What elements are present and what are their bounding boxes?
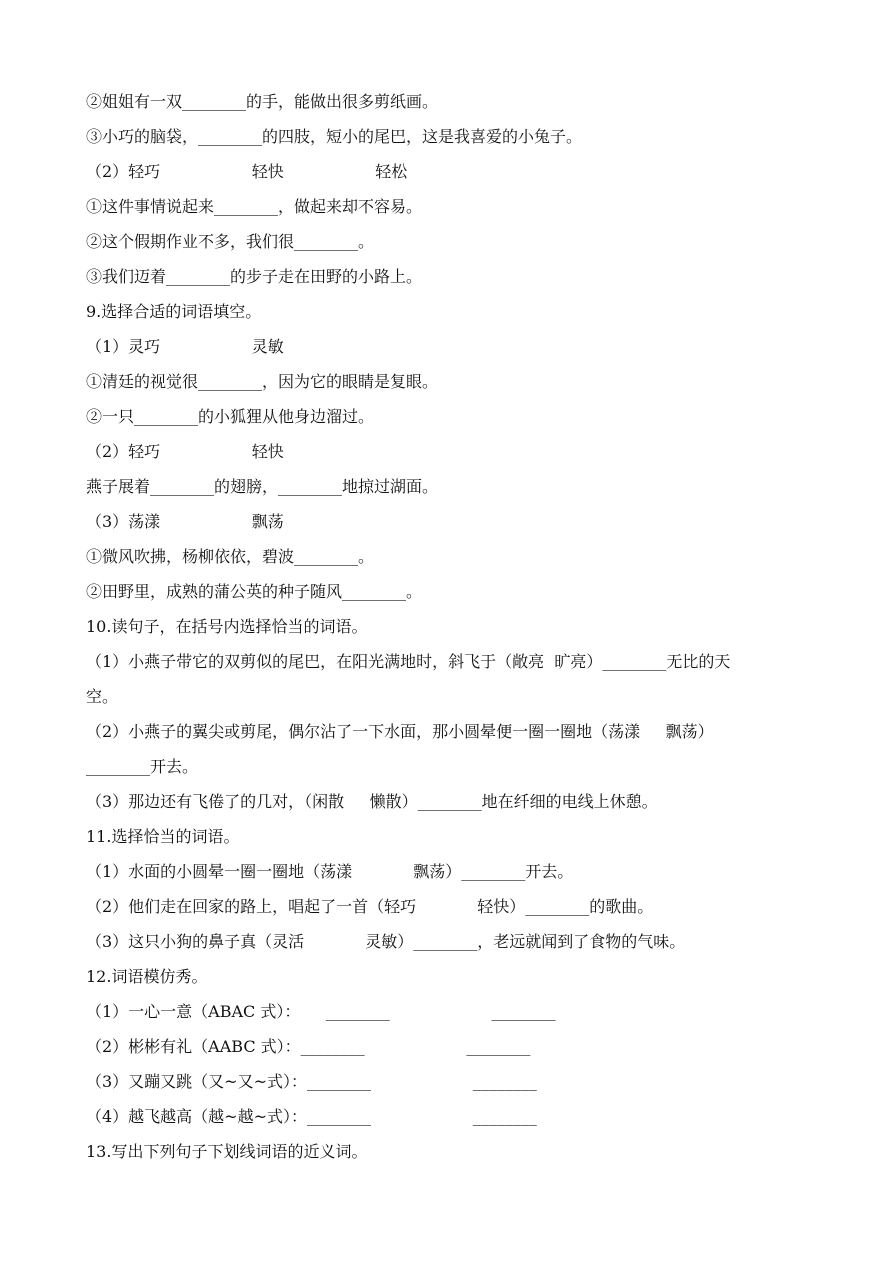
exercise-line: （3）荡漾 飘荡 xyxy=(86,512,284,531)
exercise-line: ________开去。 xyxy=(86,757,199,776)
exercise-line: （2）轻巧 轻快 xyxy=(86,442,284,461)
exercise-line: （3）那边还有飞倦了的几对，（闲散 懒散）________地在纤细的电线上休憩。 xyxy=(86,792,658,811)
exercise-line: ③小巧的脑袋，________的四肢，短小的尾巴，这是我喜爱的小兔子。 xyxy=(86,127,583,146)
exercise-line: ②一只________的小狐狸从他身边溜过。 xyxy=(86,407,375,426)
exercise-line: （2）小燕子的翼尖或剪尾，偶尔沾了一下水面，那小圆晕便一圈一圈地（荡漾 飘荡） xyxy=(86,722,714,741)
exercise-line: ③我们迈着________的步子走在田野的小路上。 xyxy=(86,267,423,286)
exercise-line: 燕子展着________的翅膀，________地掠过湖面。 xyxy=(86,477,439,496)
question-heading: 11.选择恰当的词语。 xyxy=(86,827,240,846)
exercise-line: ②这个假期作业不多，我们很________。 xyxy=(86,232,375,251)
exercise-line: ②姐姐有一双________的手，能做出很多剪纸画。 xyxy=(86,92,439,111)
question-heading: 12.词语模仿秀。 xyxy=(86,967,208,986)
exercise-line: ②田野里，成熟的蒲公英的种子随风________。 xyxy=(86,582,423,601)
exercise-line: （3）这只小狗的鼻子真（灵活 灵敏）________，老远就闻到了食物的气味。 xyxy=(86,932,686,951)
exercise-line: （1）小燕子带它的双剪似的尾巴，在阳光满地时，斜飞于（敞亮 旷亮）________无比的天 xyxy=(86,652,731,671)
question-heading: 10.读句子，在括号内选择恰当的词语。 xyxy=(86,617,368,636)
exercise-line: （1）灵巧 灵敏 xyxy=(86,337,284,356)
exercise-line: （2）彬彬有礼（AABC 式）：________ ________ xyxy=(86,1037,531,1056)
exercise-line: （2）他们走在回家的路上，唱起了一首（轻巧 轻快）________的歌曲。 xyxy=(86,897,654,916)
exercise-line: （2）轻巧 轻快 轻松 xyxy=(86,162,408,181)
question-heading: 13.写出下列句子下划线词语的近义词。 xyxy=(86,1142,368,1161)
exercise-line: ①这件事情说起来________，做起来却不容易。 xyxy=(86,197,423,216)
question-heading: 9.选择合适的词语填空。 xyxy=(86,302,262,321)
exercise-line: ①清廷的视觉很________，因为它的眼睛是复眼。 xyxy=(86,372,439,391)
exercise-line: ①微风吹拂，杨柳依依，碧波________。 xyxy=(86,547,375,566)
exercise-line: （4）越飞越高（越~越~式）：________ ________ xyxy=(86,1107,537,1126)
exercise-line: （1）一心一意（ABAC 式）： ________ ________ xyxy=(86,1002,556,1021)
exercise-line: 空。 xyxy=(86,687,119,706)
exercise-line: （3）又蹦又跳（又~又~式）：________ ________ xyxy=(86,1072,537,1091)
exercise-line: （1）水面的小圆晕一圈一圈地（荡漾 飘荡）________开去。 xyxy=(86,862,574,881)
